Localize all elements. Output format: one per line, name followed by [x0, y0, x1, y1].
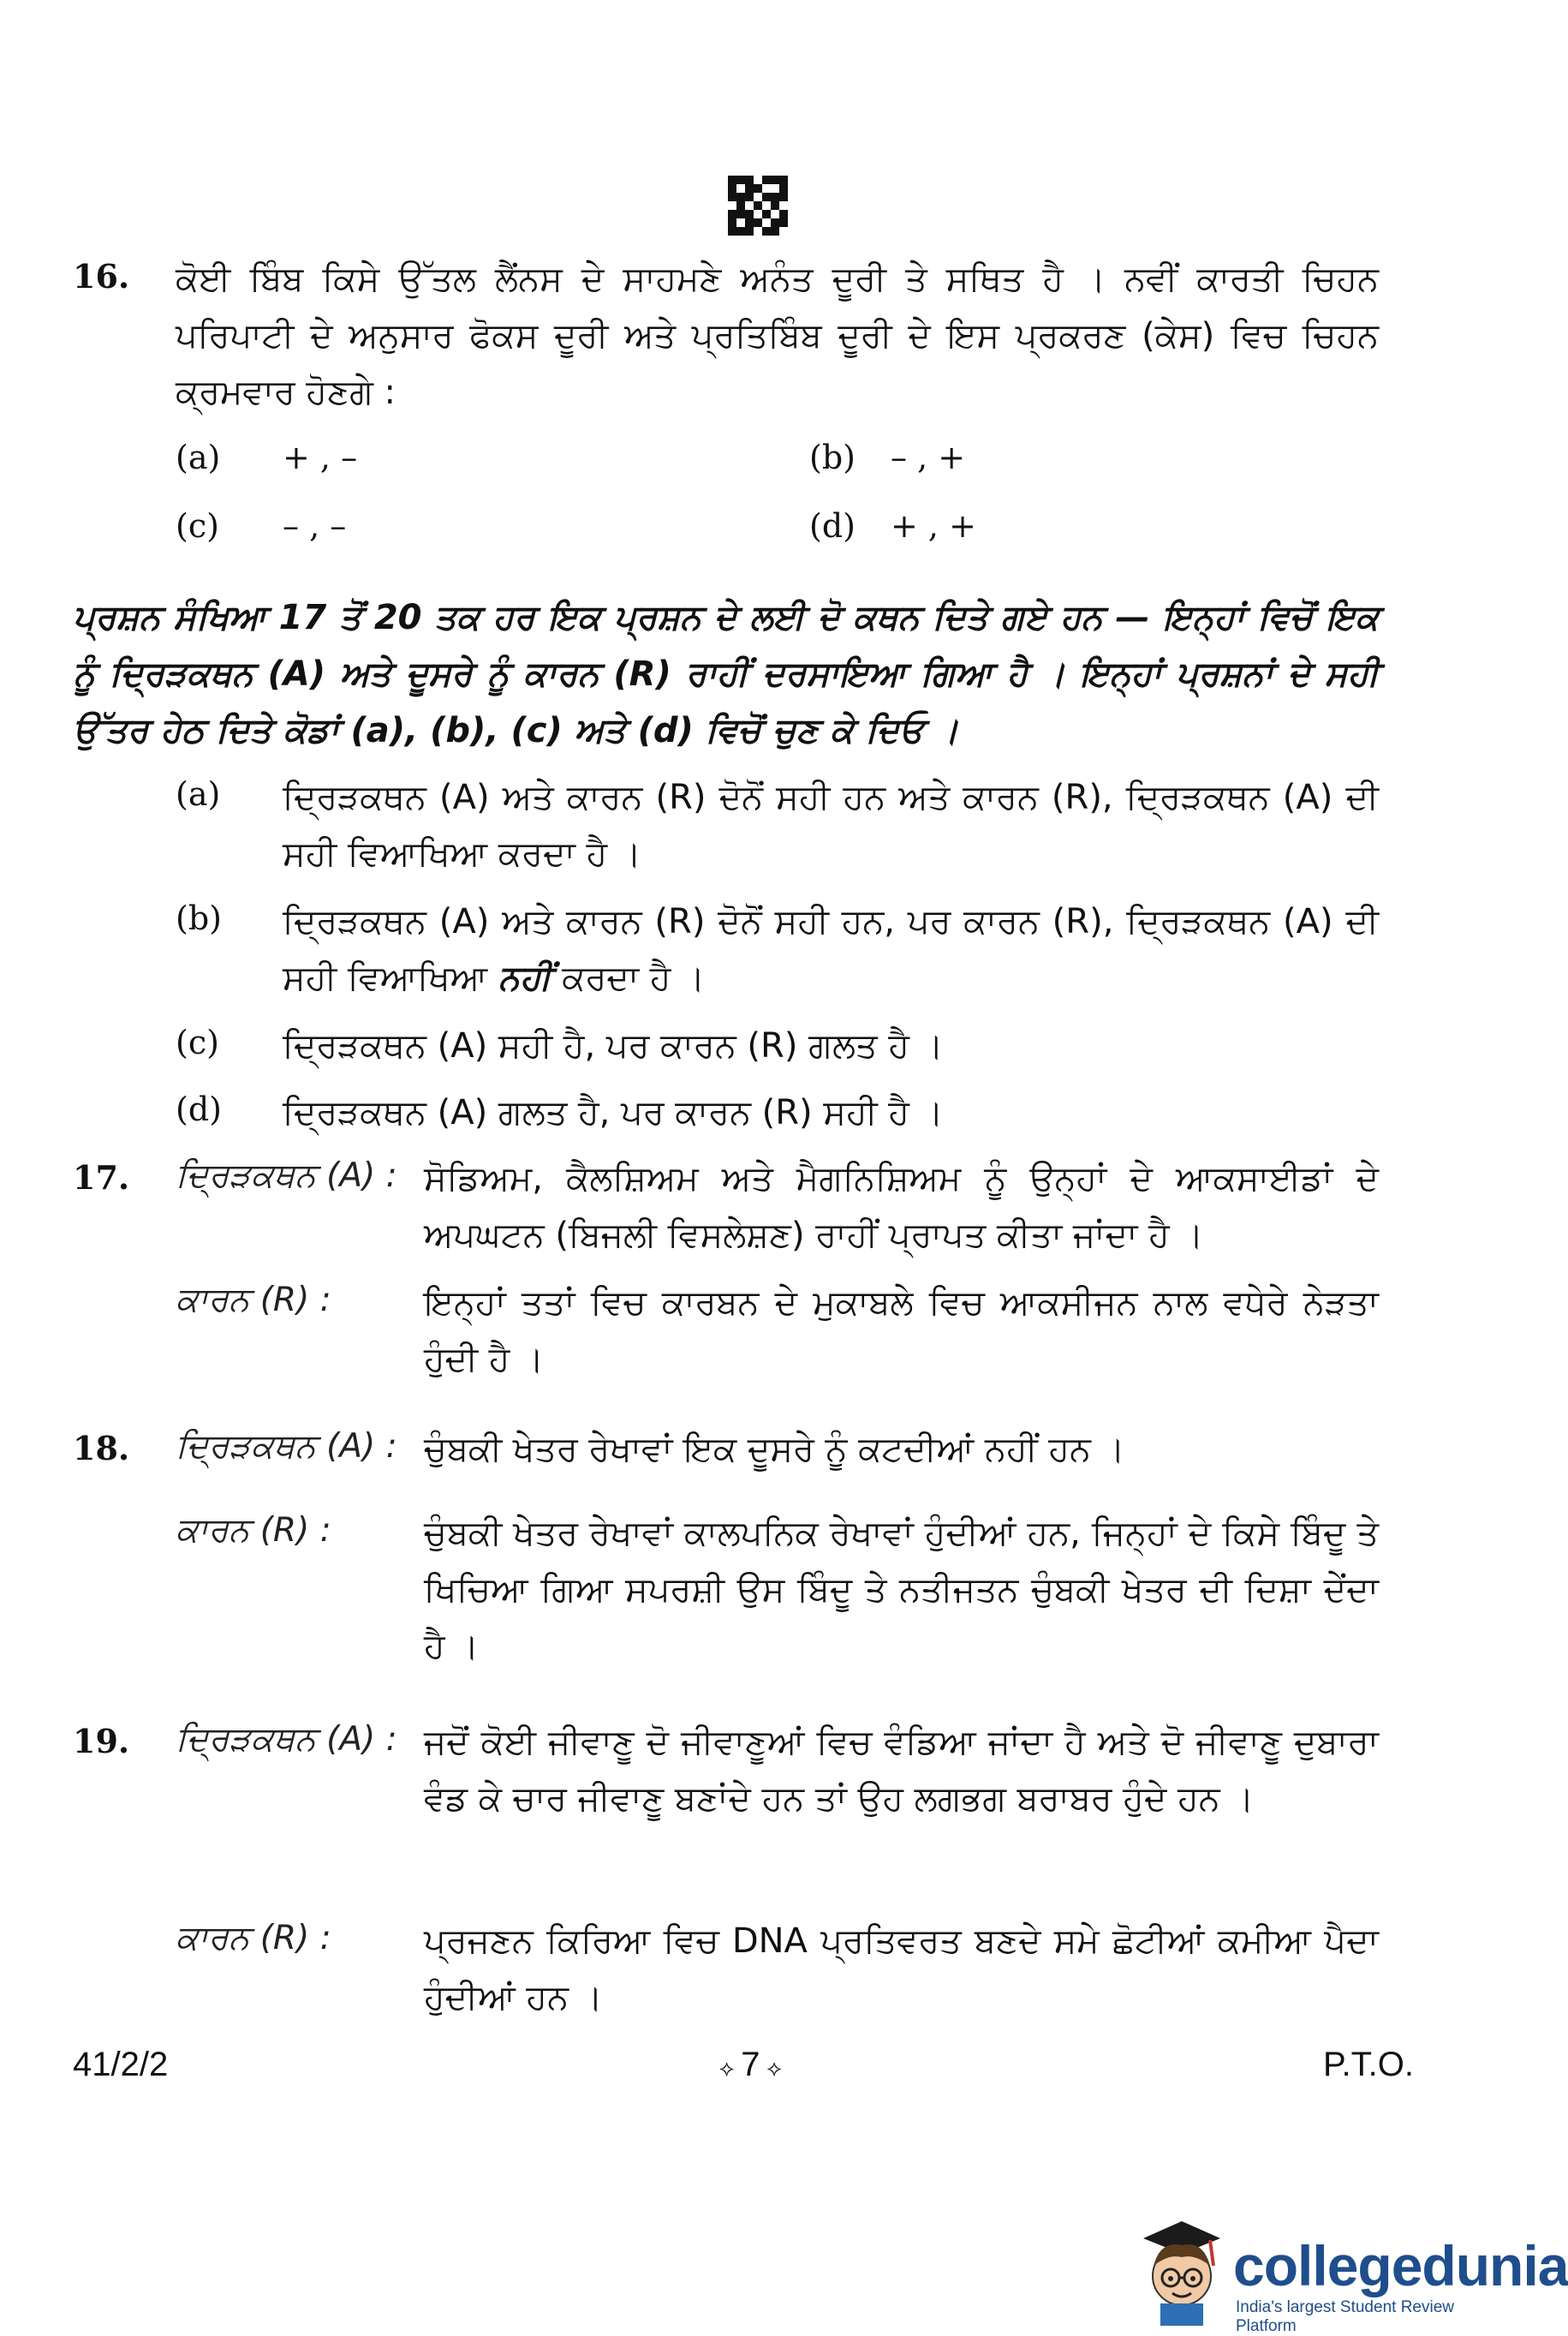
reason-text: ਇਨ੍ਹਾਂ ਤਤਾਂ ਵਿਚ ਕਾਰਬਨ ਦੇ ਮੁਕਾਬਲੇ ਵਿਚ ਆਕਸੀਜਨ ਨਾਲ ਵਧੇਰੇ ਨੇੜਤਾ ਹੁੰਦੀ ਹੈ । [424, 1283, 1379, 1379]
mascot-icon [1135, 2214, 1229, 2326]
paper-code: 41/2/2 [73, 2046, 169, 2083]
option-text: ਦ੍ਰਿੜਕਥਨ (A) ਅਤੇ ਕਾਰਨ (R) ਦੋਨੋਂ ਸਹੀ ਹਨ ਅਤੇ ਕਾਰਨ (R), ਦ੍ਰਿੜਕਥਨ (A) ਦੀ ਸਹੀ ਵਿਆਖਿਆ ਕਰਦਾ ਹੈ । [283, 778, 1379, 874]
ornament-icon: ⟡ [766, 2055, 782, 2081]
ornament-icon: ⟡ [719, 2055, 735, 2081]
option-text-part: ਦ੍ਰਿੜਕਥਨ (A) ਅਤੇ ਕਾਰਨ (R) ਦੋਨੋਂ ਸਹੀ ਹਨ, ਪਰ ਕਾਰਨ (R), ਦ੍ਰਿੜਕਥਨ (A) ਦੀ ਸਹੀ ਵਿਆਖਿਆ [283, 902, 1379, 998]
option-letter: (b) [176, 899, 222, 937]
question-text: ਕੋਈ ਬਿੰਬ ਕਿਸੇ ਉੱਤਲ ਲੈਂਨਸ ਦੇ ਸਾਹਮਣੇ ਅਨੰਤ ਦੂਰੀ ਤੇ ਸਥਿਤ ਹੈ । ਨਵੀਂ ਕਾਰਤੀ ਚਿਹਨ ਪਰਿਪਾਟੀ ਦੇ ਅਨੁਸਾਰ ਫੋਕਸ ਦੂਰੀ ਅਤੇ ਪ੍ਰਤਿਬਿੰਬ ਦੂਰੀ ਦੇ ਇਸ ਪ੍ਰਕਰਣ (ਕੇਸ) ਵਿਚ ਚਿਹਨ ਕ੍ਰਮਵਾਰ ਹੋਣਗੇ : [176, 260, 1379, 412]
logo-tagline: India's largest Student Review Platform [1236, 2298, 1454, 2335]
assertion-text: ਚੁੰਬਕੀ ਖੇਤਰ ਰੇਖਾਵਾਂ ਇਕ ਦੂਸਰੇ ਨੂੰ ਕਟਦੀਆਂ ਨਹੀਂ ਹਨ । [424, 1430, 1125, 1469]
page-number-value: 7 [741, 2046, 760, 2083]
assertion-text: ਸੋਡਿਅਮ, ਕੈਲਸ਼ਿਅਮ ਅਤੇ ਮੈਗਨਿਸ਼ਿਅਮ ਨੂੰ ਉਨ੍ਹਾਂ ਦੇ ਆਕਸਾਈਡਾਂ ਦੇ ਅਪਘਟਨ (ਬਿਜਲੀ ਵਿਸਲੇਸ਼ਣ) ਰਾਹੀਂ ਪ੍ਰਾਪਤ ਕੀਤਾ ਜਾਂਦਾ ਹੈ । [424, 1159, 1379, 1255]
option-text: ਦ੍ਰਿੜਕਥਨ (A) ਗਲਤ ਹੈ, ਪਰ ਕਾਰਨ (R) ਸਹੀ ਹੈ । [283, 1093, 944, 1132]
option-letter: (c) [176, 507, 219, 545]
reason-label: ਕਾਰਨ (R) : [176, 1511, 331, 1550]
collegedunia-logo [1135, 2214, 1568, 2335]
assertion-label: ਦ੍ਰਿੜਕਥਨ (A) : [176, 1720, 397, 1759]
page-number [719, 2046, 782, 2084]
assertion-label: ਦ੍ਰਿੜਕਥਨ (A) : [176, 1427, 397, 1466]
option-value: + , – [283, 439, 358, 476]
emphasis-text: ਨਹੀਂ [498, 959, 551, 998]
option-text [283, 893, 1379, 1007]
instructions: ਪ੍ਰਸ਼ਨ ਸੰਖਿਆ 17 ਤੋਂ 20 ਤਕ ਹਰ ਇਕ ਪ੍ਰਸ਼ਨ ਦੇ ਲਈ ਦੋ ਕਥਨ ਦਿਤੇ ਗਏ ਹਨ — ਇਨ੍ਹਾਂ ਵਿਚੋਂ ਇਕ ਨੂੰ ਦ੍ਰਿੜਕਥਨ (A) ਅਤੇ ਦੂਸਰੇ ਨੂੰ ਕਾਰਨ (R) ਰਾਹੀਂ ਦਰਸਾਇਆ ਗਿਆ ਹੈ । ਇਨ੍ਹਾਂ ਪ੍ਰਸ਼ਨਾਂ ਦੇ ਸਹੀ ਉੱਤਰ ਹੇਠ ਦਿਤੇ ਕੋਡਾਂ (a), (b), (c) ਅਤੇ (d) ਵਿਚੋਂ ਚੁਣ ਕੇ ਦਿਓ । [73, 598, 1379, 750]
question-number: 17. [73, 1158, 130, 1197]
question-number: 19. [73, 1722, 130, 1760]
reason-text: ਚੁੰਬਕੀ ਖੇਤਰ ਰੇਖਾਵਾਂ ਕਾਲਪਨਿਕ ਰੇਖਾਵਾਂ ਹੁੰਦੀਆਂ ਹਨ, ਜਿਨ੍ਹਾਂ ਦੇ ਕਿਸੇ ਬਿੰਦੂ ਤੇ ਖਿਚਿਆ ਗਿਆ ਸਪਰਸ਼ੀ ਉਸ ਬਿੰਦੂ ਤੇ ਨਤੀਜਤਨ ਚੁੰਬਕੀ ਖੇਤਰ ਦੀ ਦਿਸ਼ਾ ਦੇਂਦਾ ਹੈ । [424, 1514, 1379, 1666]
option-value: + , + [891, 507, 976, 545]
assertion-label: ਦ੍ਰਿੜਕਥਨ (A) : [176, 1156, 397, 1195]
question-number: 16. [73, 257, 130, 296]
option-letter: (d) [176, 1090, 222, 1128]
option-value: – , – [283, 507, 347, 545]
option-letter: (a) [176, 439, 221, 476]
option-letter: (d) [809, 507, 856, 545]
option-letter: (a) [176, 775, 221, 813]
reason-text: ਪ੍ਰਜਣਨ ਕਿਰਿਆ ਵਿਚ DNA ਪ੍ਰਤਿਵਰਤ ਬਣਦੇ ਸਮੇ ਛੋਟੀਆਂ ਕਮੀਆ ਪੈਦਾ ਹੁੰਦੀਆਂ ਹਨ । [424, 1921, 1379, 2017]
option-letter: (c) [176, 1024, 219, 1061]
option-text: ਦ੍ਰਿੜਕਥਨ (A) ਸਹੀ ਹੈ, ਪਰ ਕਾਰਨ (R) ਗਲਤ ਹੈ । [283, 1026, 944, 1066]
option-text-part: ਕਰਦਾ ਹੈ । [551, 959, 706, 998]
reason-label: ਕਾਰਨ (R) : [176, 1919, 331, 1957]
option-letter: (b) [809, 439, 856, 476]
reason-label: ਕਾਰਨ (R) : [176, 1281, 331, 1319]
pto-label: P.T.O. [1323, 2046, 1414, 2083]
option-value: – , + [891, 439, 966, 476]
logo-name: collegedunia [1233, 2234, 1568, 2297]
question-number: 18. [73, 1429, 130, 1467]
qr-code-icon [728, 176, 788, 236]
assertion-text: ਜਦੋਂ ਕੋਈ ਜੀਵਾਣੂ ਦੋ ਜੀਵਾਣੂਆਂ ਵਿਚ ਵੰਡਿਆ ਜਾਂਦਾ ਹੈ ਅਤੇ ਦੋ ਜੀਵਾਣੂ ਦੁਬਾਰਾ ਵੰਡ ਕੇ ਚਾਰ ਜੀਵਾਣੂ ਬਣਾਂਦੇ ਹਨ ਤਾਂ ਉਹ ਲਗਭਗ ਬਰਾਬਰ ਹੁੰਦੇ ਹਨ । [424, 1723, 1379, 1819]
